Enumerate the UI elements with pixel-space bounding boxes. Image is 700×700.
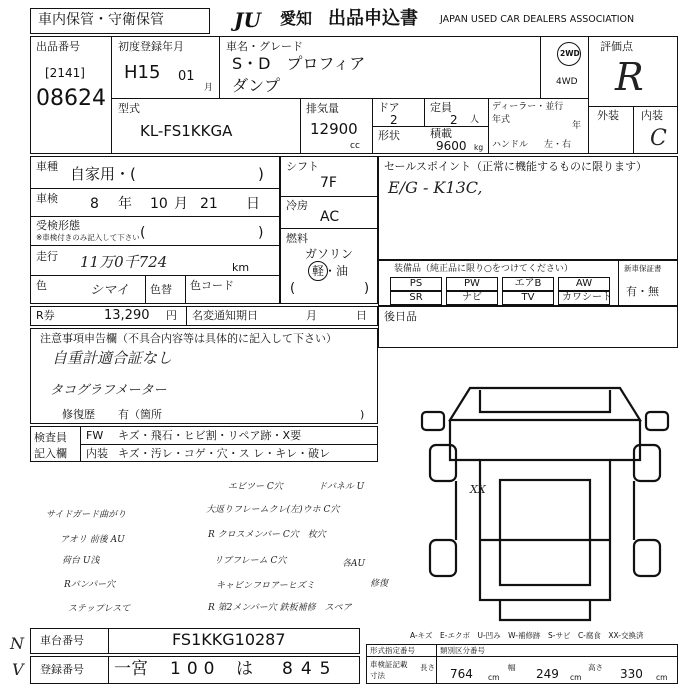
int-items: キズ・汚レ・コゲ・穴・ス レ・キレ・破レ [118,447,331,460]
chassis-value: FS1KKG10287 [172,630,286,649]
damage-note-10: Rバンパー穴 [64,580,116,590]
capacity-unit: 人 [470,115,480,125]
wheel-fl [430,445,456,481]
bed-inner [500,480,590,585]
notes-line1: 自重計適合証なし [52,349,173,367]
registration-label: 初度登録年月 [118,40,184,53]
length-label: 長さ [420,663,435,672]
plate-region: 一宮 [114,659,148,679]
plate-label: 登録番号 [40,663,84,676]
chassis-label: 車台番号 [40,634,84,647]
dims-label4: 寸法 [370,671,385,680]
row-mileage [30,275,280,276]
width-value: 249 [536,667,559,681]
fuel-alt: 軽・油 [312,264,349,278]
drive-circle-text: 2WD [560,49,580,58]
registration-month: 01 [178,69,195,84]
equipment-item: SR [390,291,442,305]
damage-legend: A-キズ E-エクボ U-凹み W-補修跡 S-サビ C-腐食 XX-交換済 [410,631,644,640]
capacity-value: 2 [450,113,458,127]
shift-label: シフト [286,160,319,173]
lot-label: 出品番号 [36,40,80,53]
inspection-year: 8 [90,196,99,212]
later-block [378,306,678,348]
model-label: 型式 [118,102,140,115]
height-unit: cm [656,673,668,682]
row-split [111,98,588,99]
repair-close: ) [360,408,365,421]
usage-label: 車種 [36,160,58,173]
rating-label: 評価点 [600,40,633,53]
load-label: 積載 [430,127,452,140]
notes-line2: タコグラフメーター [50,383,167,398]
later-label: 後日品 [384,310,417,323]
notice-day-unit: 日 [356,309,367,322]
lot-number: 08624 [36,86,106,111]
inspection-month: 10 [150,196,168,212]
damage-note-4: 大返りフレームクレ(左)ウホ C穴 [206,505,340,515]
fw-label: FW [86,429,104,442]
load-unit: kg [474,143,484,152]
equipment-item: ナビ [446,291,498,305]
inspector-label1: 検査員 [34,431,67,444]
div-equip-manual [618,260,619,306]
row-inspection [30,216,280,217]
inspection-day-unit: 日 [246,196,260,212]
interior-value: C [650,126,667,151]
damage-note-11: キャビンフロアーヒズミ [216,581,315,591]
registration-era-year: H15 [124,62,161,83]
color-change-label: 色替 [150,283,172,296]
div-color2 [185,275,186,304]
plate-number: 845 [282,659,339,679]
row-insp [80,444,378,445]
price-unit: 円 [166,309,177,322]
exterior-label: 外装 [597,109,619,122]
mileage-label: 走行 [36,250,58,263]
truck-diagram [410,350,680,628]
brand-logo-text: JU [234,8,261,32]
truck-rear [500,600,590,620]
damage-note-6: R クロスメンバー C穴 枚穴 [208,530,326,540]
diagram-mark: XX [470,483,486,496]
receiving-label: 受検形態 [36,219,80,232]
damage-note-14: R 第2メンバー穴 鉄板補修 スペア [208,603,352,613]
handle-value: 左・右 [544,140,572,150]
height-value: 330 [620,667,643,681]
brand-name: 愛知 [280,9,313,28]
div-color [145,275,146,304]
drive-4wd: 4WD [556,77,578,87]
mirror-left [422,412,444,430]
rating-mid [633,106,634,154]
equipment-label: 装備品（純正品に限り○をつけてください） [394,264,573,274]
doors-value: 2 [390,113,398,127]
displacement-value: 12900 [310,120,358,138]
receiving-note: ※車検付きのみ記入して下さい [36,233,140,242]
wheel-rl [430,540,456,576]
side-mark-1: N [10,634,24,653]
mirror-right [646,412,668,430]
interior-label: 内装 [641,109,663,122]
damage-note-2: ドバネル U [318,482,365,492]
lot-code: [2141] [45,66,85,80]
row-receiving [30,245,280,246]
dims-split [366,656,678,657]
damage-note-5: アオリ 前後 AU [60,535,125,545]
plate-class: 100 [170,659,221,679]
div-drive [540,36,541,98]
row-fuel [280,228,378,229]
price-value: 13,290 [104,308,150,323]
fuel-value: ガソリン [305,247,354,261]
color-value: シマイ [90,283,129,298]
fuel-open: ( [290,281,296,296]
row-ac [280,196,378,197]
storage-note: 車内保管・守衛保管 [38,12,164,28]
div-lot [111,36,112,154]
cab-roof [480,390,610,412]
equipment-item: AW [558,277,610,291]
displacement-label: 排気量 [306,102,339,115]
notes-label: 注意事項申告欄（不具合内容等は具体的に記入して下さい） [40,332,337,345]
row-usage [30,188,280,189]
brand-logo [234,8,276,32]
div-capacity [424,98,425,126]
damage-note-7: 荷台 U浅 [62,556,100,566]
association-name: JAPAN USED CAR DEALERS ASSOCIATION [440,14,635,25]
fuel-label: 燃料 [286,232,308,245]
inspection-day: 21 [200,196,218,212]
usage-value: 自家用・( [70,165,136,183]
shift-value: 7F [320,175,337,191]
equipment-item: エアB [502,277,554,291]
div-chassis [108,628,109,654]
damage-note-8: リブフレーム C穴 [214,556,287,566]
ac-value: AC [320,209,340,225]
dims-div1 [436,644,437,684]
damage-note-9: 各AU [342,559,366,569]
shape-label: 形状 [378,129,400,142]
damage-note-1: エビツー C穴 [228,482,283,492]
color-label: 色 [36,279,47,292]
div-reg [219,36,220,98]
wheel-rr [634,540,660,576]
div-rating [588,36,589,154]
vehicle-name: S・D プロフィア [232,54,366,73]
price-label: R券 [36,309,55,322]
length-unit: cm [488,673,500,682]
registration-month-unit: 月 [204,83,214,93]
div-model-right [300,98,301,154]
fw-items: キズ・飛石・ヒビ割・リペア跡・X要 [118,429,302,442]
ac-label: 冷房 [286,199,308,212]
length-value: 764 [450,667,473,681]
cab-top [450,388,640,420]
notice-month-unit: 月 [306,309,317,322]
width-label: 幅 [508,663,516,672]
div-price [186,306,187,326]
cab-left [450,420,480,460]
div-dealer [488,98,489,154]
equipment-item: TV [502,291,554,305]
doors-label: ドア [378,101,400,114]
selling-points-text: E/G - K13C, [388,178,483,197]
side-mark-2: V [12,660,24,679]
damage-note-12: 修復 [370,579,389,589]
vehicle-name-label: 車名・グレード [226,40,303,53]
year-label: 年式 [492,115,511,125]
height-label: 高さ [588,663,603,672]
selling-points-label: セールスポイント（正常に機能するものに限ります） [384,160,648,173]
notice-label: 名変通知期日 [192,309,258,322]
inspection-month-unit: 月 [174,196,188,212]
fuel-selected-circle [308,261,328,281]
receiving-open: ( [140,225,146,241]
cab-right [610,420,640,460]
dims-label2: 類別区分番号 [440,646,485,655]
fuel-close: ) [364,281,370,296]
repair-label: 修復歴 [62,408,95,421]
manual-value: 有・無 [626,285,659,298]
receiving-close: ) [258,225,264,241]
dealer-label: ディーラー・並行 [492,102,564,112]
dims-label1: 形式指定番号 [370,646,415,655]
width-unit: cm [570,673,582,682]
int-label: 内装 [86,447,108,460]
equipment-item: PS [390,277,442,291]
mileage-value: 11万0千724 [80,253,168,271]
equipment-item: カワシート [558,291,610,305]
dims-label3: 車検証記載 [370,660,408,669]
rating-value: R [615,55,644,99]
displacement-unit: cc [350,141,360,151]
wheel-fr [634,445,660,481]
usage-close: ) [258,165,264,183]
equipment-item: PW [446,277,498,291]
color-code-label: 色コード [190,279,234,292]
damage-note-3: サイドガード曲がり [46,510,127,520]
inspector-label2: 記入欄 [34,447,67,460]
year-unit: 年 [572,121,582,131]
inspection-label: 車検 [36,192,58,205]
inspection-year-unit: 年 [118,196,132,212]
load-value: 9600 [436,139,467,153]
doc-title: 出品申込書 [328,8,418,29]
repair-value: 有（箇所 [118,408,162,421]
damage-note-13: ステップレスて [68,604,131,614]
handle-label: ハンドル [492,140,529,150]
capacity-label: 定員 [430,101,452,114]
plate-kana: は [236,659,253,679]
div-plate [108,656,109,684]
model-value: KL-FS1KKGA [140,122,233,140]
mileage-unit: km [232,261,250,274]
vehicle-grade: ダンプ [232,76,281,95]
manual-label: 新車保証書 [624,264,662,273]
